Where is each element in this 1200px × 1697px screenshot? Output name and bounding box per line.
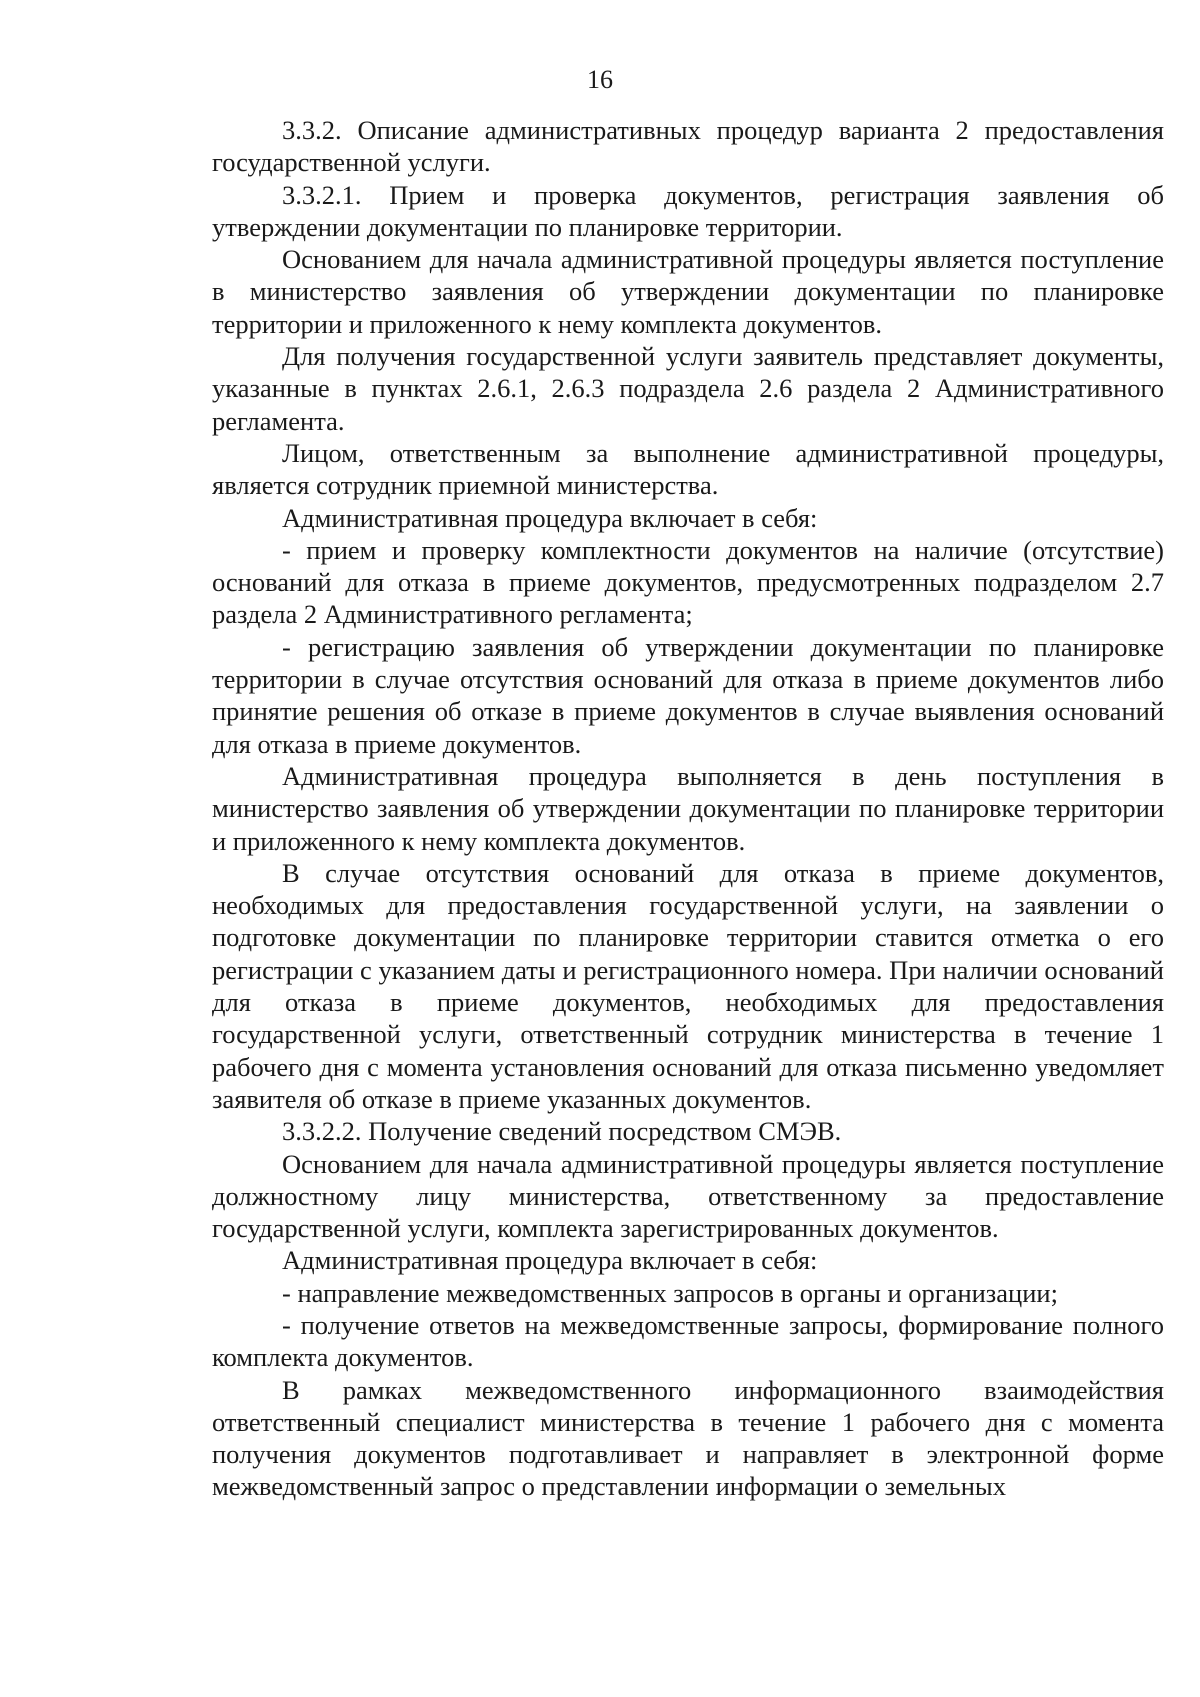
list-item: - получение ответов на межведомственные запросы, формирование полного комплекта документов. (212, 1309, 1164, 1373)
paragraph: Административная процедура включает в себя: (282, 502, 818, 533)
paragraph: В рамках межведомственного информационного взаимодействия ответственный специалист министерства в течение 1 рабочего дня с момента получения документов подготавливает и направляет в электронной форме межведомственный запрос о представлении информации о земельных (212, 1374, 1164, 1502)
document-body (212, 114, 1164, 1503)
list-item: - направление межведомственных запросов в органы и организации; (282, 1277, 1058, 1308)
paragraph: Лицом, ответственным за выполнение административной процедуры, является сотрудник приемной министерства. (212, 437, 1164, 501)
subsection-heading-3-3-2-2: 3.3.2.2. Получение сведений посредством СМЭВ. (282, 1116, 842, 1147)
list-item: - прием и проверку комплектности документов на наличие (отсутствие) оснований для отказа в приеме документов, предусмотренных подразделом 2.7 раздела 2 Административного регламента; (212, 534, 1164, 630)
paragraph: Для получения государственной услуги заявитель представляет документы, указанные в пунктах 2.6.1, 2.6.3 подраздела 2.6 раздела 2 Административного регламента. (212, 341, 1164, 436)
page-number: 16 (587, 65, 613, 94)
paragraph: Основанием для начала административной процедуры является поступление в министерство заявления об утверждении документации по планировке территории и приложенного к нему комплекта документов. (212, 244, 1164, 339)
paragraph: В случае отсутствия оснований для отказа в приеме документов, необходимых для предоставления государственной услуги, на заявлении о подготовке документации по планировке территории ставится отметка о его регистрации с указанием даты и регистрационного номера. При наличии оснований для отказа в приеме документов, необходимых для предоставления государственной услуги, ответственный сотрудник министерства в течение 1 рабочего дня с момента установления оснований для отказа письменно уведомляет заявителя об отказе в приеме указанных документов. (212, 857, 1164, 1114)
paragraph: Основанием для начала административной процедуры является поступление должностному лицу министерства, ответственному за предоставление государственной услуги, комплекта зарегистрированных документов. (212, 1148, 1164, 1244)
list-item: - регистрацию заявления об утверждении документации по планировке территории в случае отсутствия оснований для отказа в приеме документов либо принятие решения об отказе в приеме документов в случае выявления оснований для отказа в приеме документов. (212, 631, 1164, 759)
paragraph: Административная процедура включает в себя: (282, 1245, 818, 1276)
paragraph: Административная процедура выполняется в день поступления в министерство заявления об утверждении документации по планировке территории и приложенного к нему комплекта документов. (212, 760, 1164, 856)
section-heading-3-3-2: 3.3.2. Описание административных процедур варианта 2 предоставления государственной услуги. (212, 115, 1164, 178)
subsection-heading-3-3-2-1: 3.3.2.1. Прием и проверка документов, регистрация заявления об утверждении документации по планировке территории. (212, 179, 1164, 242)
